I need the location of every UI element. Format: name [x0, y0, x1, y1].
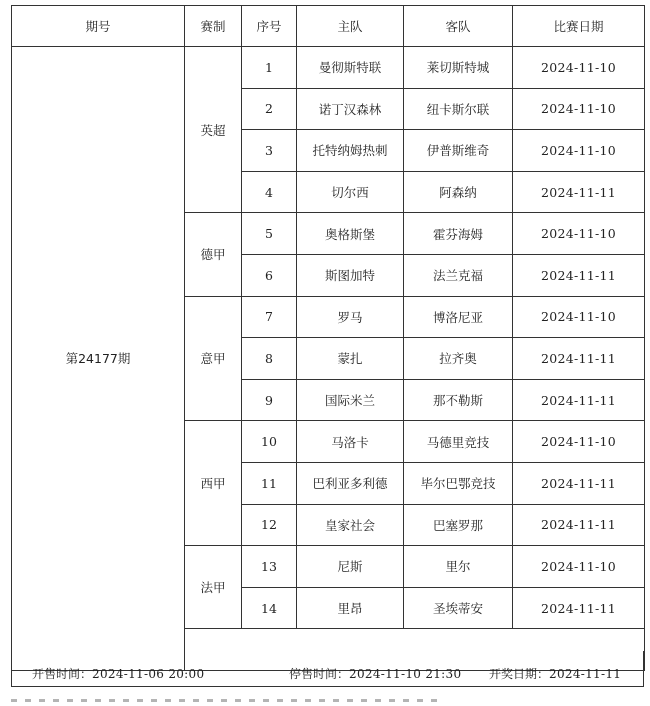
match-date: 2024-11-11 [513, 462, 645, 504]
away-team: 莱切斯特城 [404, 47, 513, 89]
home-team: 巴利亚多利德 [297, 462, 404, 504]
away-team: 毕尔巴鄂竞技 [404, 462, 513, 504]
draw-date-label: 开奖日期： [489, 667, 550, 681]
home-team: 罗马 [297, 296, 404, 338]
sale-info-bar [11, 651, 644, 687]
away-team: 那不勒斯 [404, 379, 513, 421]
draw-date [489, 665, 621, 682]
home-team: 奥格斯堡 [297, 213, 404, 255]
sale-open-label: 开售时间： [32, 667, 93, 681]
match-date: 2024-11-10 [513, 47, 645, 89]
away-team: 圣埃蒂安 [404, 587, 513, 629]
match-seq: 8 [242, 338, 297, 380]
away-team: 霍芬海姆 [404, 213, 513, 255]
sale-close-time [289, 665, 461, 682]
header-league: 赛制 [185, 6, 242, 47]
league-cell: 英超 [185, 47, 242, 213]
match-seq: 1 [242, 47, 297, 89]
away-team: 法兰克福 [404, 254, 513, 296]
match-date: 2024-11-10 [513, 88, 645, 130]
league-cell: 意甲 [185, 296, 242, 421]
header-seq: 序号 [242, 6, 297, 47]
home-team: 国际米兰 [297, 379, 404, 421]
home-team: 诺丁汉森林 [297, 88, 404, 130]
match-date: 2024-11-10 [513, 421, 645, 463]
away-team: 伊普斯维奇 [404, 130, 513, 172]
period-cell: 第24177期 [12, 47, 185, 671]
match-date: 2024-11-11 [513, 587, 645, 629]
match-date: 2024-11-11 [513, 171, 645, 213]
away-team: 纽卡斯尔联 [404, 88, 513, 130]
league-cell: 德甲 [185, 213, 242, 296]
match-seq: 12 [242, 504, 297, 546]
match-date: 2024-11-11 [513, 254, 645, 296]
home-team: 尼斯 [297, 546, 404, 588]
away-team: 阿森纳 [404, 171, 513, 213]
sale-open-value: 2024-11-06 20:00 [92, 667, 205, 681]
header-period: 期号 [12, 6, 185, 47]
draw-date-value: 2024-11-11 [549, 667, 622, 681]
league-cell: 西甲 [185, 421, 242, 546]
header-home: 主队 [297, 6, 404, 47]
match-seq: 10 [242, 421, 297, 463]
home-team: 曼彻斯特联 [297, 47, 404, 89]
match-seq: 2 [242, 88, 297, 130]
match-seq: 9 [242, 379, 297, 421]
match-seq: 13 [242, 546, 297, 588]
match-seq: 14 [242, 587, 297, 629]
away-team: 巴塞罗那 [404, 504, 513, 546]
fixture-body [12, 47, 645, 671]
match-seq: 5 [242, 213, 297, 255]
away-team: 里尔 [404, 546, 513, 588]
match-seq: 11 [242, 462, 297, 504]
match-date: 2024-11-10 [513, 130, 645, 172]
match-seq: 7 [242, 296, 297, 338]
away-team: 拉齐奥 [404, 338, 513, 380]
away-team: 马德里竞技 [404, 421, 513, 463]
home-team: 托特纳姆热刺 [297, 130, 404, 172]
fixture-sheet [11, 5, 644, 688]
home-team: 马洛卡 [297, 421, 404, 463]
match-date: 2024-11-11 [513, 338, 645, 380]
cut-line-divider [11, 699, 441, 702]
sale-close-value: 2024-11-10 21:30 [349, 667, 462, 681]
match-date: 2024-11-10 [513, 296, 645, 338]
league-cell: 法甲 [185, 546, 242, 629]
fixture-table [11, 5, 645, 671]
header-away: 客队 [404, 6, 513, 47]
match-row [12, 47, 645, 89]
match-seq: 4 [242, 171, 297, 213]
home-team: 里昂 [297, 587, 404, 629]
header-row [12, 6, 645, 47]
match-date: 2024-11-10 [513, 213, 645, 255]
match-seq: 6 [242, 254, 297, 296]
sale-open-time [32, 665, 204, 682]
home-team: 皇家社会 [297, 504, 404, 546]
match-date: 2024-11-11 [513, 379, 645, 421]
home-team: 切尔西 [297, 171, 404, 213]
match-date: 2024-11-10 [513, 546, 645, 588]
sale-close-label: 停售时间： [289, 667, 350, 681]
header-date: 比赛日期 [513, 6, 645, 47]
match-date: 2024-11-11 [513, 504, 645, 546]
home-team: 斯图加特 [297, 254, 404, 296]
away-team: 博洛尼亚 [404, 296, 513, 338]
home-team: 蒙扎 [297, 338, 404, 380]
match-seq: 3 [242, 130, 297, 172]
